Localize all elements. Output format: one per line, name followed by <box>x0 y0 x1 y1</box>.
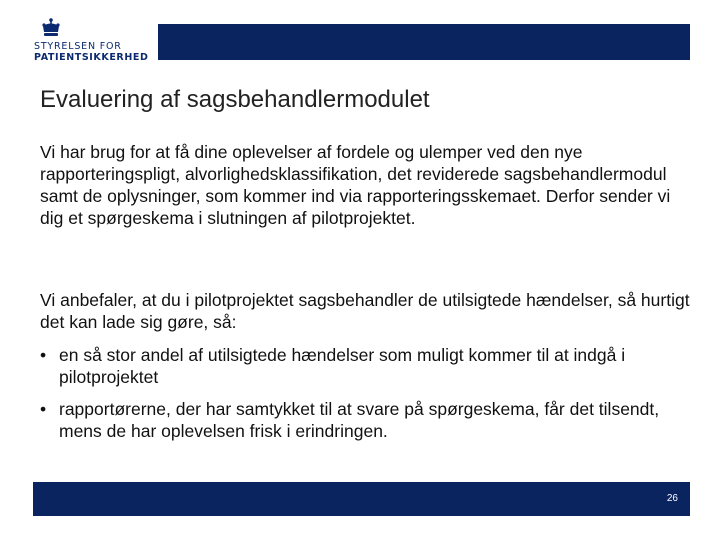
bullet-text: rapportørerne, der har samtykket til at svare på spørgeskema, får det tilsendt, mens de har oplevelsen frisk i erindringen. <box>59 399 660 441</box>
intro-paragraph: Vi har brug for at få dine oplevelser af fordele og ulemper ved den nye rapporteringspligt, alvorlighedsklassifikation, det reviderede sagsbehandlermodul samt de oplysninger, som kommer ind via rapporteringsskemaet. Derfor sender vi dig et spørgeskema i slutningen af pilotprojektet. <box>40 142 671 228</box>
page-number: 26 <box>666 493 678 504</box>
bullet-icon: • <box>40 399 47 419</box>
agency-logo <box>30 18 170 64</box>
slide-title: Evaluering af sagsbehandlermodulet <box>40 86 430 113</box>
footer-bar <box>33 482 690 516</box>
header-bar <box>158 24 690 60</box>
crown-icon <box>40 18 62 38</box>
bullet-icon: • <box>40 345 47 365</box>
bullet-text: en så stor andel af utilsigtede hændelser som muligt kommer til at indgå i pilotprojektet <box>59 345 626 387</box>
bullet-item <box>40 398 690 442</box>
recommendation-paragraph: Vi anbefaler, at du i pilotprojektet sagsbehandler de utilsigtede hændelser, så hurtigt det kan lade sig gøre, så: <box>40 290 690 332</box>
logo-text-line1: STYRELSEN FOR <box>34 41 122 52</box>
logo-text-line2: PATIENTSIKKERHED <box>34 52 149 63</box>
bullet-item <box>40 344 690 388</box>
